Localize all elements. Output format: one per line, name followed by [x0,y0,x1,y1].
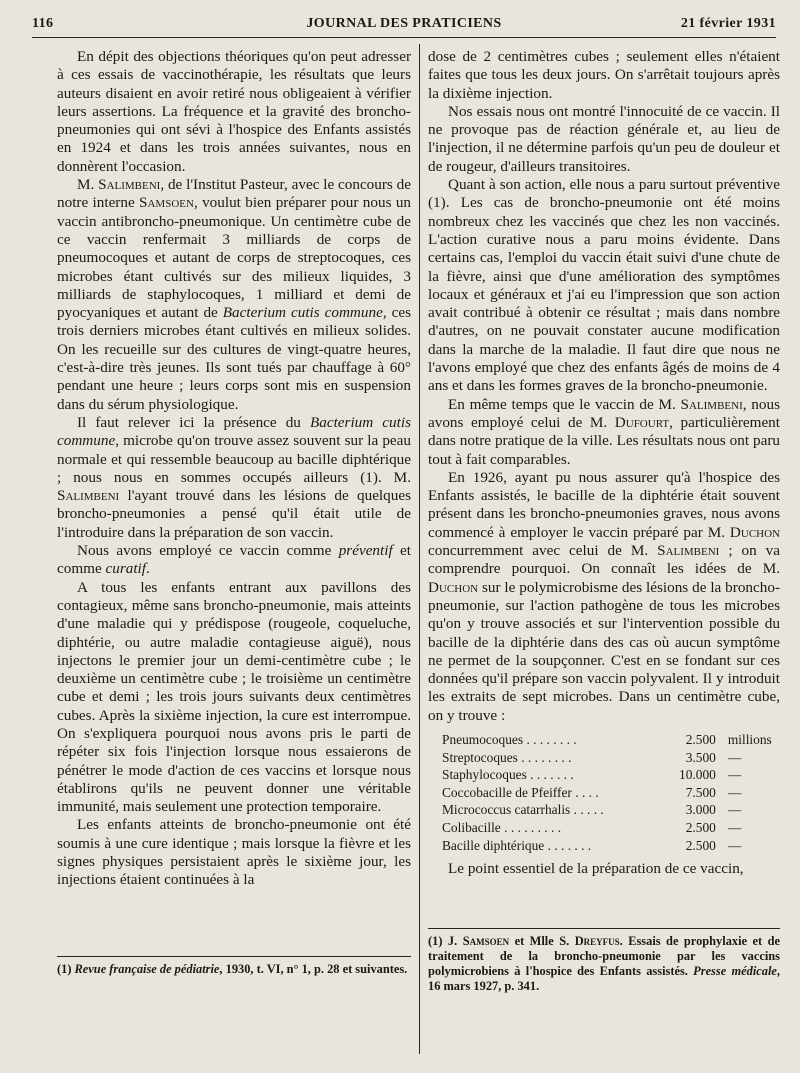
microbe-name: Staphylocoques [442,767,527,783]
microbe-count: 3.000 [685,802,716,818]
count-unit: — [727,767,742,783]
author-name: Samsoen [462,934,510,948]
header-rule [32,37,776,38]
microbe-count: 2.500 [685,731,716,747]
count-unit: millions [727,731,772,747]
paragraph: Quant à son action, elle nous a paru surtout préventive (1). Les cas de broncho-pneumonie ont été moins nombreux chez les vaccinés que chez les non vaccinés. L'action curative nous a paru moins évidente. Dans certains cas, l'emploi du vaccin était suivi d'une chute de la fièvre, ainsi que d'une amélioration des symptômes locaux et généraux et j'ai eu l'impression que son action avait contribué à obtenir ce résultat ; mais dans nombre d'autres, on ne pouvait constater aucune modification dans la marche de la maladie. Il faut dire que nous ne l'avons employé que chez des enfants âgés de moins de 4 ans et dans les formes graves de la broncho-pneumonie. [428,176,780,395]
footnote-rule [428,928,780,929]
leader-dots: . . . . . . . . . [504,819,562,835]
journal-title: JOURNAL DES PRATICIENS [306,16,502,31]
paragraph: A tous les enfants entrant aux pavillons des contagieux, même sans broncho-pneumonie, mais atteints d'une maladie qui y prédispose (rougeole, coqueluche, diphtérie, ou autre maladie contagieuse aiguë), nous injectons le premier jour un demi-centimètre cube ; le deuxième un centimètre cube ; le troisième un centimètre cube et demi ; les trois jours suivants deux centimètres cubes. Après la sixième injection, la cure est interrompue. On s'expliquera pourquoi nous avons pris le parti de répéter six fois l'injection lorsque nous essaierons de pénétrer le mode d'action de ces vaccins et lorsque nous établirons qu'ils ne peuvent donner une véritable immunité, mais seulement une protection temporaire. [57,578,411,816]
paragraph: M. Salimbeni, de l'Institut Pasteur, avec le concours de notre interne Samsoen, voulut bien préparer pour nous un vaccin antibroncho-pneumonique. Un centimètre cube de ce vaccin renfermait 3 milliards de corps de pneumocoques et autant de corps de streptocoques, ces microbes étant cultivés sur des milieux liquides, 3 milliards de staphylocoques, 1 milliard et demi de pyocyaniques et autant de Bacterium cutis commune, ces trois derniers microbes étant cultivés en milieux solides. On les recueille sur des cultures de vingt-quatre heures, c'est-à-dire très jeunes. Ils sont tués par chauffage à 60° pendant une heure ; leurs corps sont mis en suspension dans du sérum physiologique. [57,176,412,413]
leader-dots: . . . . [575,784,599,800]
paragraph: Le point essentiel de la préparation de ce vaccin, [448,860,744,878]
footnote-left: (1) Revue française de pédiatrie, 1930, t. VI, n° 1, p. 28 et suivantes. [57,962,408,976]
author-name: Salimbeni [57,487,120,505]
column-divider [419,44,420,1054]
paragraph: Nos essais nous ont montré l'innocuité de ce vaccin. Il ne provoque pas de réaction générale et, au lieu de l'injection, il ne détermine parfois qu'un peu de douleur et de rougeur, d'ailleurs transitoires. [428,102,780,175]
footnote-right: (1) J. Samsoen et Mlle S. Dreyfus. Essais de prophylaxie et de traitement de la broncho-pneumonie par les vaccins polymicrobiens à l'hospice des Enfants assistés. Presse médicale, 16 mars 1927, p. 341. [428,934,781,993]
paragraph: dose de 2 centimètres cubes ; seulement elles n'étaient faites que tous les deux jours. On s'arrêtait toujours après la dixième injection. [428,48,780,102]
leader-dots: . . . . . . . . [521,749,572,765]
microbe-name: Micrococcus catarrhalis [442,802,571,818]
microbe-name: Bacille diphtérique [442,837,545,853]
table-row [442,731,778,749]
microbe-name: Pneumocoques [442,731,524,747]
microbe-count: 2.500 [685,837,716,853]
microbe-count: 10.000 [679,767,716,783]
microbe-count: 7.500 [685,784,716,800]
author-name: Duchon [428,578,479,596]
table-row [442,766,778,784]
leader-dots: . . . . . . . [547,837,592,853]
leader-dots: . . . . . . . . [526,731,577,747]
page-header [32,14,776,36]
author-name: Salimbeni [680,395,743,413]
author-name: Samsoen [139,194,194,212]
issue-date: 21 février 1931 [680,16,776,31]
table-row [442,784,778,802]
table-row [442,749,778,767]
vaccine-composition-table [442,731,780,854]
page-number: 116 [32,16,54,31]
paragraph: En dépit des objections théoriques qu'on peut adresser à ces essais de vaccinothérapie, les résultats que leurs auteurs disaient en avoir retiré nous obligeaient à vérifier leurs assertions. La fréquence et la gravité des broncho-pneumonies qui ont sévi à l'hospice des Enfants assistés en 1924 et dans les trois années suivantes, nous en donnèrent l'occasion. [57,48,411,175]
paragraph: En même temps que le vaccin de M. Salimbeni, nous avons employé celui de M. Dufourt, particulièrement dans notre pratique de la ville. Les résultats nous ont paru tout à fait comparables. [428,395,780,468]
leader-dots: . . . . . . . [530,767,574,783]
paragraph: Il faut relever ici la présence du Bacterium cutis commune, microbe qu'on trouve assez souvent sur la peau normale et qui ressemble beaucoup au bacille diphtérique ; nous nous en sommes occupés ailleurs (1). M. Salimbeni l'ayant trouvé dans les lésions de quelques broncho-pneumonies a pensé qu'il était utile de l'introduire dans la préparation de son vaccin. [57,413,411,541]
microbe-name: Coccobacille de Pfeiffer [442,784,572,800]
table-row [442,819,778,837]
author-name: Dufourt [614,413,670,431]
count-unit: — [727,837,742,853]
microbe-name: Streptocoques [442,749,518,765]
paragraph: En 1926, ayant pu nous assurer qu'à l'hospice des Enfants assistés, le bacille de la diphtérie était souvent présent dans les broncho-pneumonies graves, nous avons commencé à employer le vaccin préparé par M. Duchon concurremment avec celui de M. Salimbeni ; on va comprendre pourquoi. On connaît les idées de M. Duchon sur le polymicrobisme des lésions de la broncho-pneumonie, sur l'action pathogène de tous les microbes qu'on y trouve associés et sur l'intervention possible du bacille de la diphtérie dans des cas où aucun symptôme ne permet de la soupçonner. C'est en se fondant sur ces données qu'il prépare son vaccin polyvalent. Il y introduit les extraits de sept microbes. Dans un centimètre cube, on y trouve : [428,468,780,724]
paragraph: Les enfants atteints de broncho-pneumonie ont été soumis à une cure identique ; mais lorsque la fièvre et les signes physiques persistaient après le sixième jour, les injections étaient continuées à la [57,816,411,889]
microbe-count: 2.500 [685,819,716,835]
count-unit: — [727,784,742,800]
author-name: Salimbeni [98,176,161,194]
table-row [442,801,778,819]
microbe-name: Colibacille [442,819,501,835]
left-column [57,48,411,890]
author-name: Duchon [729,523,780,541]
microbe-count: 3.500 [685,749,716,765]
leader-dots: . . . . . [573,802,604,818]
author-name: Dreyfus [574,934,620,948]
footnote-rule [57,956,411,957]
author-name: Salimbeni [657,542,720,560]
count-unit: — [727,802,742,818]
count-unit: — [727,819,742,835]
table-row [442,837,778,855]
right-column [428,48,780,878]
count-unit: — [727,749,742,765]
paragraph: Nous avons employé ce vaccin comme préventif et comme curatif. [57,542,411,578]
